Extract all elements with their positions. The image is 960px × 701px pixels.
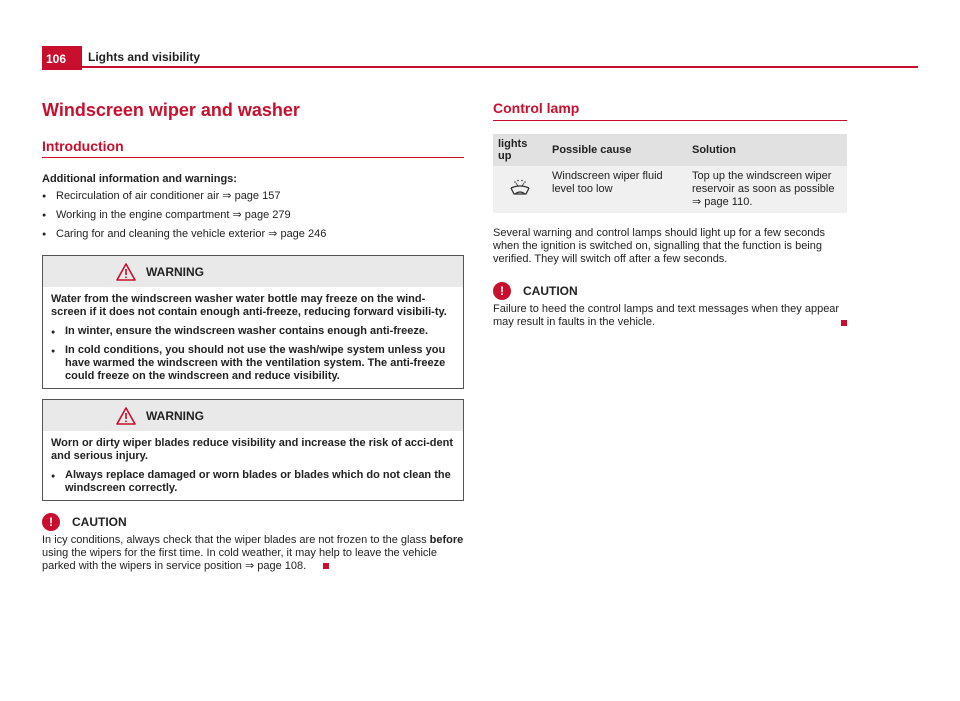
column-header: lights up bbox=[493, 134, 547, 166]
section-subheading: Control lamp bbox=[493, 100, 580, 116]
warning-triangle-icon bbox=[116, 263, 136, 281]
warning-box bbox=[42, 399, 464, 501]
table-cell: Windscreen wiper fluid level too low bbox=[547, 166, 687, 213]
warning-intro: Water from the windscreen washer water bottle may freeze on the wind-screen if it does not contain enough anti-freeze, reducing forward visibili-ty. bbox=[51, 293, 447, 318]
caution-text bbox=[42, 534, 464, 573]
caution-block bbox=[42, 513, 464, 573]
warning-header bbox=[43, 256, 463, 287]
section-end-marker bbox=[323, 563, 329, 569]
warning-intro: Worn or dirty wiper blades reduce visibility and increase the risk of acci-dent and serious injury. bbox=[51, 437, 454, 462]
table-cell: Top up the windscreen wiper reservoir as soon as possible ⇒ page 110. bbox=[687, 166, 847, 213]
warning-body bbox=[43, 287, 463, 388]
info-list bbox=[42, 189, 464, 242]
caution-label: CAUTION bbox=[523, 284, 578, 298]
warning-body bbox=[43, 431, 463, 500]
left-column bbox=[42, 100, 464, 573]
warning-label: WARNING bbox=[146, 408, 204, 423]
caution-text-part: using the wipers for the first time. In cold weather, it may help to leave the vehicle parked with the wipers in service position ⇒ page 108. bbox=[42, 547, 437, 572]
caution-block bbox=[493, 282, 847, 329]
list-item: ● Caring for and cleaning the vehicle exterior ⇒ page 246 bbox=[42, 227, 464, 242]
table-header-row bbox=[493, 134, 847, 166]
caution-icon: ! bbox=[493, 282, 511, 300]
washer-fluid-icon bbox=[509, 178, 531, 198]
column-header: Solution bbox=[687, 134, 847, 166]
subheading-wrap bbox=[493, 100, 847, 121]
warning-label: WARNING bbox=[146, 264, 204, 279]
caution-text-part: In icy conditions, always check that the wiper blades are not frozen to the glass bbox=[42, 534, 430, 546]
control-lamp-table bbox=[493, 134, 847, 213]
list-item: ● Working in the engine compartment ⇒ page 279 bbox=[42, 208, 464, 223]
caution-text-emphasis: before bbox=[429, 534, 464, 546]
table-row bbox=[493, 166, 847, 213]
info-title: Additional information and warnings: bbox=[42, 173, 237, 185]
caution-header bbox=[493, 282, 847, 300]
caution-icon: ! bbox=[42, 513, 60, 531]
section-end-marker bbox=[841, 320, 847, 326]
running-header-title: Lights and visibility bbox=[88, 50, 201, 64]
section-heading: Windscreen wiper and washer bbox=[42, 100, 300, 120]
caution-header bbox=[42, 513, 464, 531]
table-cell bbox=[493, 166, 547, 213]
warning-list bbox=[51, 325, 455, 383]
warning-box bbox=[42, 255, 464, 389]
column-header: Possible cause bbox=[547, 134, 687, 166]
subheading-wrap bbox=[42, 138, 464, 158]
list-item: ● In winter, ensure the windscreen washer contains enough anti-freeze. bbox=[51, 325, 455, 338]
caution-text bbox=[493, 303, 847, 329]
caution-text-part: Failure to heed the control lamps and text messages when they appear may result in faults in the vehicle. bbox=[493, 303, 840, 328]
warning-triangle-icon bbox=[116, 407, 136, 425]
body-paragraph: Several warning and control lamps should light up for a few seconds when the ignition is switched on, signalling that the function is being verified. They will switch off after a few seconds. bbox=[493, 227, 826, 265]
list-item: ● Always replace damaged or worn blades or blades which do not clean the windscreen correctly. bbox=[51, 469, 455, 495]
header-rule bbox=[82, 66, 918, 68]
list-item: ● Recirculation of air conditioner air ⇒ page 157 bbox=[42, 189, 464, 204]
warning-header bbox=[43, 400, 463, 431]
page-number: 106 bbox=[42, 46, 82, 70]
caution-label: CAUTION bbox=[72, 515, 127, 529]
warning-list bbox=[51, 469, 455, 495]
section-subheading: Introduction bbox=[42, 138, 124, 154]
list-item: ● In cold conditions, you should not use the wash/wipe system unless you have warmed the windscreen with the ventilation system. The anti-freeze could freeze on the windscreen and reduce visibility. bbox=[51, 344, 455, 383]
right-column bbox=[493, 100, 847, 329]
